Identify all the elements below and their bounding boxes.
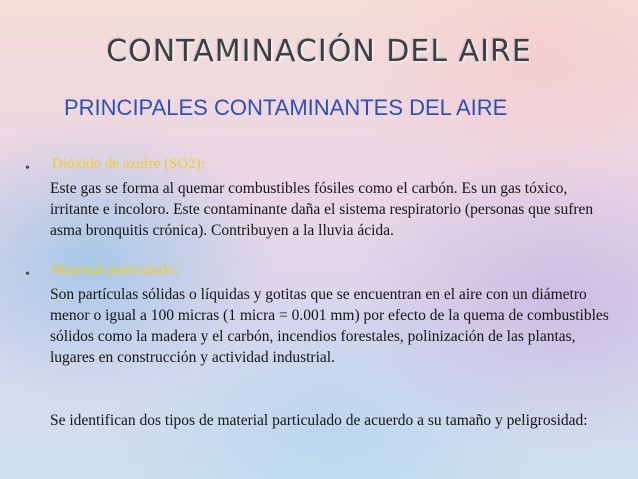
bullet-dot: • <box>25 161 30 176</box>
bullet-text-particulate-extra: Se identifican dos tipos de material particulado de acuerdo a su tamaño y peligrosidad: <box>50 412 588 429</box>
bullet-dot: • <box>25 267 30 282</box>
bullet-heading-particulate: Material particulado: <box>52 262 179 278</box>
bullet-text-particulate: Son partículas sólidas o líquidas y gotitas que se encuentran en el aire con un diámetro menor o igual a 100 micras (1 micra = 0.001 mm) por efecto de la quema de combustibles sólidos como la madera y el carbón, incendios forestales, polinización de las plantas, lugares en construcción y actividad industrial. <box>50 286 609 366</box>
bullet-heading-so2: Dióxido de azufre (SO2): <box>52 156 205 172</box>
slide-title: CONTAMINACIÓN DEL AIRE <box>106 34 532 69</box>
bullet-text-so2: Este gas se forma al quemar combustibles fósiles como el carbón. Es un gas tóxico, irritante e incoloro. Este contaminante daña el sistema respiratorio (personas que sufren asma bronquitis crónica). Contribuyen a la lluvia ácida. <box>50 180 594 239</box>
slide-subtitle: PRINCIPALES CONTAMINANTES DEL AIRE <box>64 95 508 120</box>
